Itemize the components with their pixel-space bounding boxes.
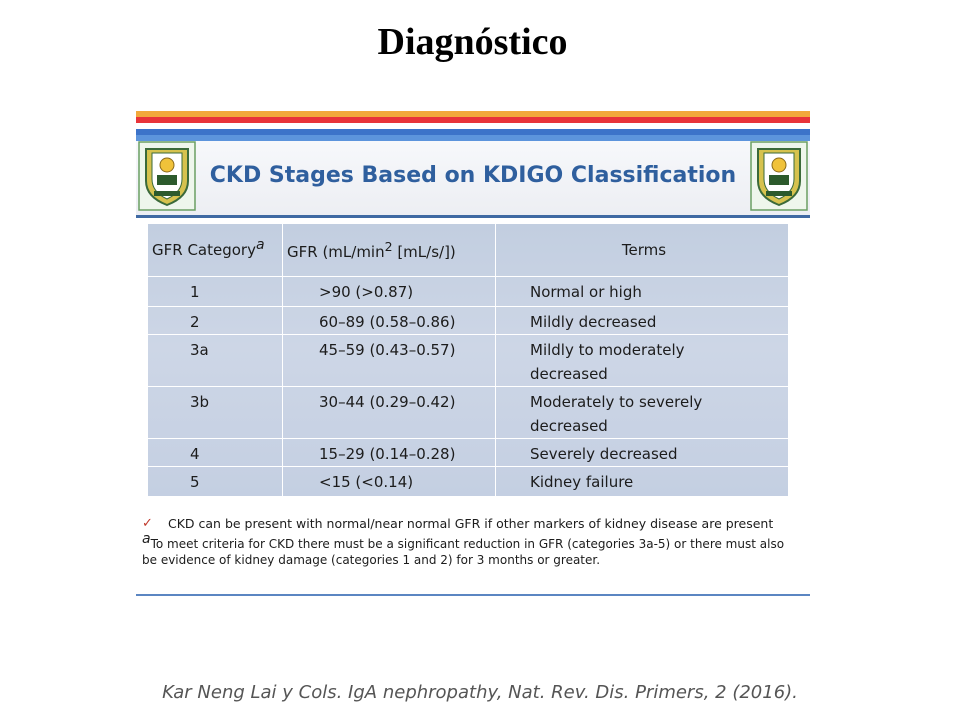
cell-gfr: <15 (<0.14) <box>283 467 496 497</box>
column-header-category: GFR Categorya <box>148 224 283 277</box>
table-row <box>148 277 789 307</box>
cell-category: 3a <box>148 335 283 387</box>
ckd-stages-table <box>147 223 789 497</box>
table-header-row <box>148 224 789 277</box>
slide-title: CKD Stages Based on KDIGO Classification <box>209 163 737 188</box>
cell-gfr: 15–29 (0.14–0.28) <box>283 439 496 467</box>
note-text: CKD can be present with normal/near normal GFR if other markers of kidney disease are present <box>168 516 774 531</box>
checkmark-icon: ✓ <box>142 516 153 531</box>
slide-bottom-divider <box>136 594 810 596</box>
header-divider <box>136 215 810 218</box>
footnote-marker: a <box>142 531 151 547</box>
university-crest-icon <box>138 141 196 211</box>
cell-terms: Kidney failure <box>496 467 789 497</box>
table-row <box>148 439 789 467</box>
table-row <box>148 387 789 439</box>
citation: Kar Neng Lai y Cols. IgA nephropathy, Nat. Rev. Dis. Primers, 2 (2016). <box>162 682 798 703</box>
cell-gfr: 60–89 (0.58–0.86) <box>283 307 496 335</box>
table-row <box>148 307 789 335</box>
cell-gfr: 45–59 (0.43–0.57) <box>283 335 496 387</box>
cell-terms: Severely decreased <box>496 439 789 467</box>
cell-category: 2 <box>148 307 283 335</box>
cell-gfr: 30–44 (0.29–0.42) <box>283 387 496 439</box>
note-ckd-normal-gfr <box>142 515 792 532</box>
embedded-slide <box>136 111 810 597</box>
cell-category: 5 <box>148 467 283 497</box>
footnotes <box>142 515 792 568</box>
cell-gfr: >90 (>0.87) <box>283 277 496 307</box>
cell-terms: Moderately to severely decreased <box>496 387 789 439</box>
table-row <box>148 467 789 497</box>
cell-category: 4 <box>148 439 283 467</box>
table-row <box>148 335 789 387</box>
note-criteria <box>142 531 792 568</box>
cell-category: 3b <box>148 387 283 439</box>
page-title: Diagnóstico <box>377 21 568 63</box>
column-header-terms: Terms <box>496 224 789 277</box>
column-header-gfr: GFR ($mL/\min^2$ [mL/s/]) <box>283 224 496 277</box>
note-text: To meet criteria for CKD there must be a significant reduction in GFR (categories 3a-5) or there must also be evidence of kidney damage (categories 1 and 2) for 3 months or greater. <box>142 537 785 567</box>
cell-terms: Mildly decreased <box>496 307 789 335</box>
header-stripes <box>136 111 810 141</box>
university-crest-icon <box>750 141 808 211</box>
cell-category: 1 <box>148 277 283 307</box>
cell-terms: Mildly to moderately decreased <box>496 335 789 387</box>
cell-terms: Normal or high <box>496 277 789 307</box>
